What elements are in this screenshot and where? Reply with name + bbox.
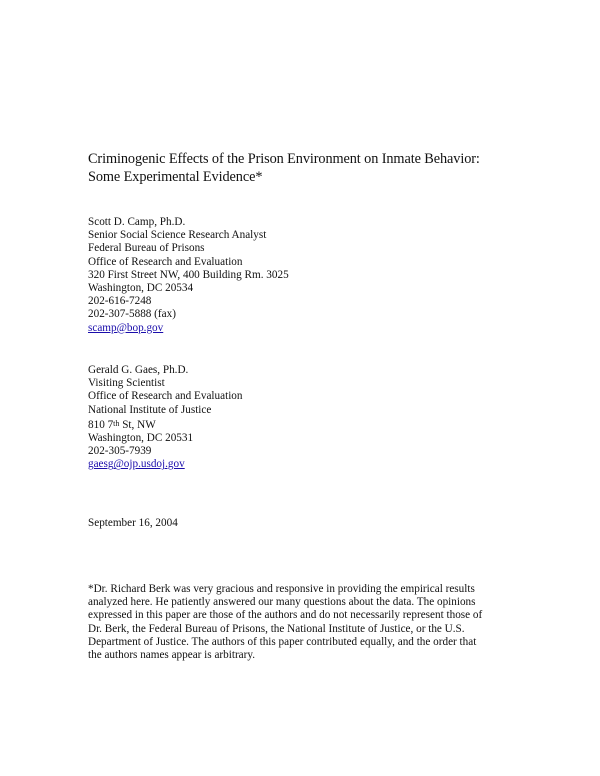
title-line-2: Some Experimental Evidence*	[88, 169, 263, 185]
author-position: Senior Social Science Research Analyst	[88, 229, 267, 242]
author-block-gaes	[88, 364, 243, 472]
footnote-line: analyzed here. He patiently answered our many questions about the data. The opinions	[88, 596, 476, 609]
author-name: Scott D. Camp, Ph.D.	[88, 216, 186, 228]
author-email-link[interactable]: gaesg@ojp.usdoj.gov	[88, 458, 185, 471]
author-email-link[interactable]: scamp@bop.gov	[88, 321, 164, 334]
author-block-camp	[88, 216, 289, 335]
author-org: National Institute of Justice	[88, 403, 212, 416]
author-office: Office of Research and Evaluation	[88, 390, 243, 403]
footnote-line: expressed in this paper are those of the authors and do not necessarily represent those of	[88, 609, 483, 622]
author-city: Washington, DC 20534	[88, 282, 194, 295]
author-city: Washington, DC 20531	[88, 432, 194, 445]
author-street: 320 First Street NW, 400 Building Rm. 3025	[88, 268, 289, 281]
street-number: 810 7	[88, 418, 114, 431]
author-position: Visiting Scientist	[88, 377, 165, 390]
author-fax: 202-307-5888 (fax)	[88, 308, 176, 321]
author-org: Federal Bureau of Prisons	[88, 242, 205, 255]
author-street	[88, 419, 243, 432]
author-name: Gerald G. Gaes, Ph.D.	[88, 364, 189, 376]
street-name: St, NW	[119, 418, 156, 431]
title-line-1: Criminogenic Effects of the Prison Environment on Inmate Behavior:	[88, 151, 480, 167]
document-date: September 16, 2004	[88, 517, 178, 529]
footnote-line: Department of Justice. The authors of this paper contributed equally, and the order that	[88, 635, 477, 648]
acknowledgment-footnote	[88, 583, 528, 662]
footnote-line: the authors names appear is arbitrary.	[88, 649, 256, 662]
author-phone: 202-305-7939	[88, 445, 152, 458]
author-phone: 202-616-7248	[88, 295, 152, 308]
author-office: Office of Research and Evaluation	[88, 255, 243, 268]
ordinal-suffix: th	[113, 418, 120, 428]
footnote-line: Dr. Berk, the Federal Bureau of Prisons, the National Institute of Justice, or the U.S.	[88, 622, 465, 635]
paper-title	[88, 150, 480, 186]
footnote-line: *Dr. Richard Berk was very gracious and responsive in providing the empirical results	[88, 583, 475, 595]
